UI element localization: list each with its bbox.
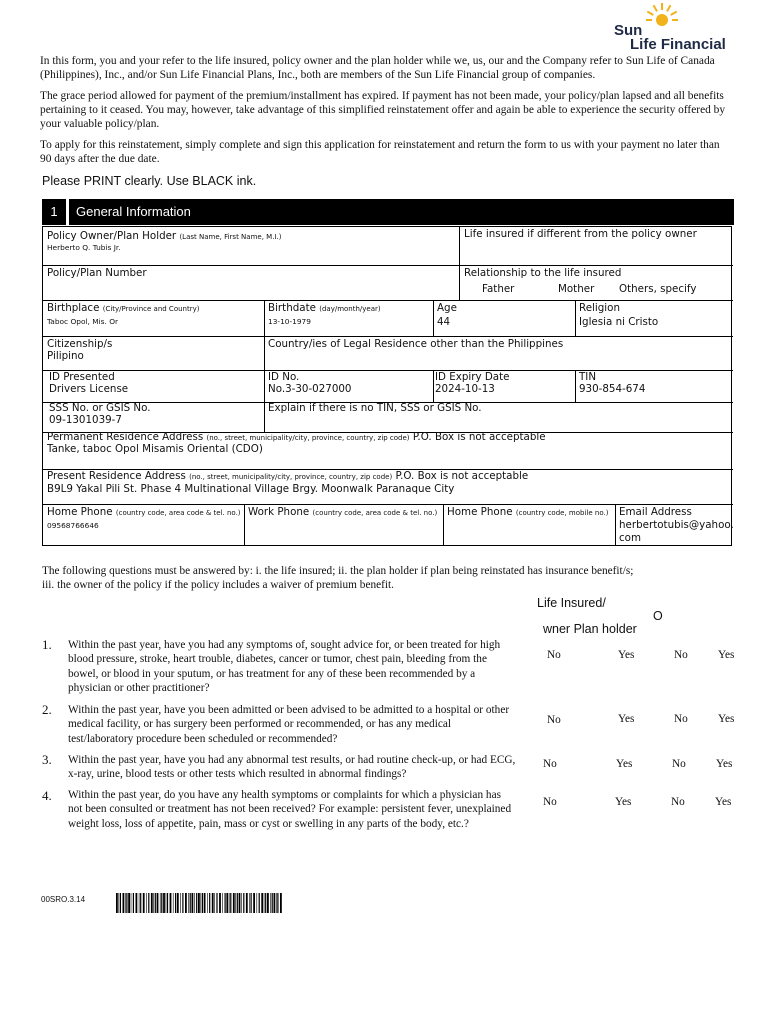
residence-country-label: Country/ies of Legal Residence other than the Philippines	[268, 338, 564, 350]
q1-owner-no[interactable]: No	[674, 649, 688, 661]
sss-gsis-label: SSS No. or GSIS No.	[49, 402, 151, 414]
general-information-form	[42, 226, 732, 546]
intro-paragraph-3: To apply for this reinstatement, simply complete and sign this application for reinstatement and return the form to us with your payment no later than 90 days after the due date.	[40, 139, 720, 166]
policy-owner-value[interactable]: Herberto Q. Tubis Jr.	[47, 243, 121, 252]
id-no-label: ID No.	[268, 371, 300, 383]
column-owner-plan-holder: wner Plan holder	[543, 622, 637, 636]
q3-owner-yes[interactable]: Yes	[716, 758, 733, 770]
relationship-mother-option[interactable]: Mother	[558, 283, 595, 295]
citizenship-value[interactable]: Pilipino	[47, 350, 84, 362]
tin-label: TIN	[579, 371, 597, 383]
section-title: General Information	[76, 204, 191, 219]
question-3-number: 3.	[42, 752, 52, 767]
q2-life-insured-no[interactable]: No	[547, 714, 561, 726]
email-label: Email Address	[619, 506, 692, 518]
no-tin-explanation-label: Explain if there is no TIN, SSS or GSIS No.	[268, 402, 482, 414]
permanent-address-value[interactable]: Tanke, taboc Opol Misamis Oriental (CDO)	[47, 443, 263, 455]
q4-life-insured-yes[interactable]: Yes	[615, 796, 632, 808]
sun-logo-icon	[646, 2, 678, 34]
religion-label: Religion	[579, 302, 620, 314]
policy-number-label: Policy/Plan Number	[47, 267, 147, 279]
relationship-others-option[interactable]: Others, specify	[619, 283, 697, 295]
q4-life-insured-no[interactable]: No	[543, 796, 557, 808]
column-life-insured: Life Insured/	[537, 596, 606, 610]
question-4-text: Within the past year, do you have any health symptoms or complaints for which a physician has not been consulted or treatment has not been received? For example: persistent fever, unexplained weight loss, loss of appetite, pain, mass or cyst or swelling in any parts of the body, etc.?	[68, 789, 512, 830]
print-instruction: Please PRINT clearly. Use BLACK ink.	[42, 174, 257, 188]
relationship-label: Relationship to the life insured	[464, 267, 622, 279]
home-phone-value[interactable]: 09568766646	[47, 521, 99, 530]
birthplace-label: Birthplace (City/Province and Country)	[47, 302, 200, 314]
question-2-text: Within the past year, have you been admitted or been advised to be admitted to a hospital or other medical facility, or has surgery been performed or recommended, or has any medical test/laboratory procedure been scheduled or recommended?	[68, 704, 510, 745]
logo-text-sun: Sun	[614, 22, 643, 39]
intro-paragraph-1: In this form, you and your refer to the life insured, policy owner and the plan holder while we, us, our and the Company refer to Sun Life of Canada (Philippines), Inc., and/or Sun Life Financial Plans, Inc., both are members of the Sun Life Financial group of companies.	[40, 55, 715, 82]
work-phone-label: Work Phone (country code, area code & tel. no.)	[248, 506, 438, 518]
life-insured-label: Life insured if different from the policy owner	[464, 228, 697, 240]
form-code: 00SRO.3.14	[41, 895, 86, 904]
id-expiry-value[interactable]: 2024-10-13	[435, 383, 495, 395]
logo-text-life-financial: Life Financial	[630, 36, 726, 53]
q3-life-insured-yes[interactable]: Yes	[616, 758, 633, 770]
q2-owner-no[interactable]: No	[674, 713, 688, 725]
mobile-phone-label: Home Phone (country code, mobile no.)	[447, 506, 609, 518]
tin-value[interactable]: 930-854-674	[579, 383, 646, 395]
relationship-father-option[interactable]: Father	[482, 283, 515, 295]
id-presented-value[interactable]: Drivers License	[49, 383, 129, 395]
present-address-label: Present Residence Address (no., street, municipality/city, province, country, zip code) P.O. Box is not acceptable	[47, 470, 529, 482]
column-o: O	[653, 609, 663, 623]
permanent-address-label: Permanent Residence Address (no., street, municipality/city, province, country, zip code) P.O. Box is not acceptable	[47, 431, 546, 443]
question-1-number: 1.	[42, 637, 52, 652]
questions-instructions: The following questions must be answered by: i. the life insured; ii. the plan holder if plan being reinstated has insurance benefit/s; iii. the owner of the policy if the policy includes a waiver of premium benefit.	[42, 565, 634, 591]
id-expiry-label: ID Expiry Date	[435, 371, 510, 383]
religion-value[interactable]: Iglesia ni Cristo	[579, 316, 659, 328]
q4-owner-no[interactable]: No	[671, 796, 685, 808]
birthplace-value[interactable]: Taboc Opol, Mis. Or	[47, 317, 119, 326]
q2-life-insured-yes[interactable]: Yes	[618, 713, 635, 725]
section-divider	[66, 199, 69, 225]
question-1-text: Within the past year, have you had any symptoms of, sought advice for, or been treated for high blood pressure, stroke, heart trouble, diabetes, cancer or tumor, chest pain, bleeding from the bowel, or blood in your sputum, or has treatment for any of these been recommended by a physician or other practitioner?	[68, 639, 501, 695]
intro-paragraph-2: The grace period allowed for payment of the premium/installment has expired. If payment has not been made, your policy/plan lapsed and all benefits pertaining to it ceased. You may, however, take advantage of this simplified reinstatement offer and again be able to experience the security offered by your valuable policy/plan.	[40, 90, 726, 131]
q1-owner-yes[interactable]: Yes	[718, 649, 735, 661]
question-4-number: 4.	[42, 788, 52, 803]
barcode	[116, 893, 284, 913]
q3-owner-no[interactable]: No	[672, 758, 686, 770]
sss-gsis-value[interactable]: 09-1301039-7	[49, 414, 122, 426]
policy-owner-label: Policy Owner/Plan Holder (Last Name, First Name, M.I.)	[47, 230, 282, 242]
section-number: 1	[50, 204, 58, 219]
email-value-line2[interactable]: com	[619, 532, 641, 544]
id-no-value[interactable]: No.3-30-027000	[268, 383, 352, 395]
birthdate-label: Birthdate (day/month/year)	[268, 302, 381, 314]
birthdate-value[interactable]: 13-10-1979	[268, 317, 311, 326]
question-2-number: 2.	[42, 702, 52, 717]
id-presented-label: ID Presented	[49, 371, 115, 383]
q3-life-insured-no[interactable]: No	[543, 758, 557, 770]
question-3-text: Within the past year, have you had any abnormal test results, or had routine check-up, or had ECG, x-ray, urine, blood tests or other tests which resulted in abnormal findings?	[68, 754, 516, 781]
citizenship-label: Citizenship/s	[47, 338, 113, 350]
q2-owner-yes[interactable]: Yes	[718, 713, 735, 725]
age-label: Age	[437, 302, 457, 314]
email-value-line1[interactable]: herbertotubis@yahoo.	[619, 519, 734, 531]
age-value[interactable]: 44	[437, 316, 451, 328]
q1-life-insured-no[interactable]: No	[547, 649, 561, 661]
present-address-value[interactable]: B9L9 Yakal Pili St. Phase 4 Multinational Village Brgy. Moonwalk Paranaque City	[47, 483, 455, 495]
home-phone-label: Home Phone (country code, area code & tel. no.)	[47, 506, 241, 518]
q4-owner-yes[interactable]: Yes	[715, 796, 732, 808]
q1-life-insured-yes[interactable]: Yes	[618, 649, 635, 661]
